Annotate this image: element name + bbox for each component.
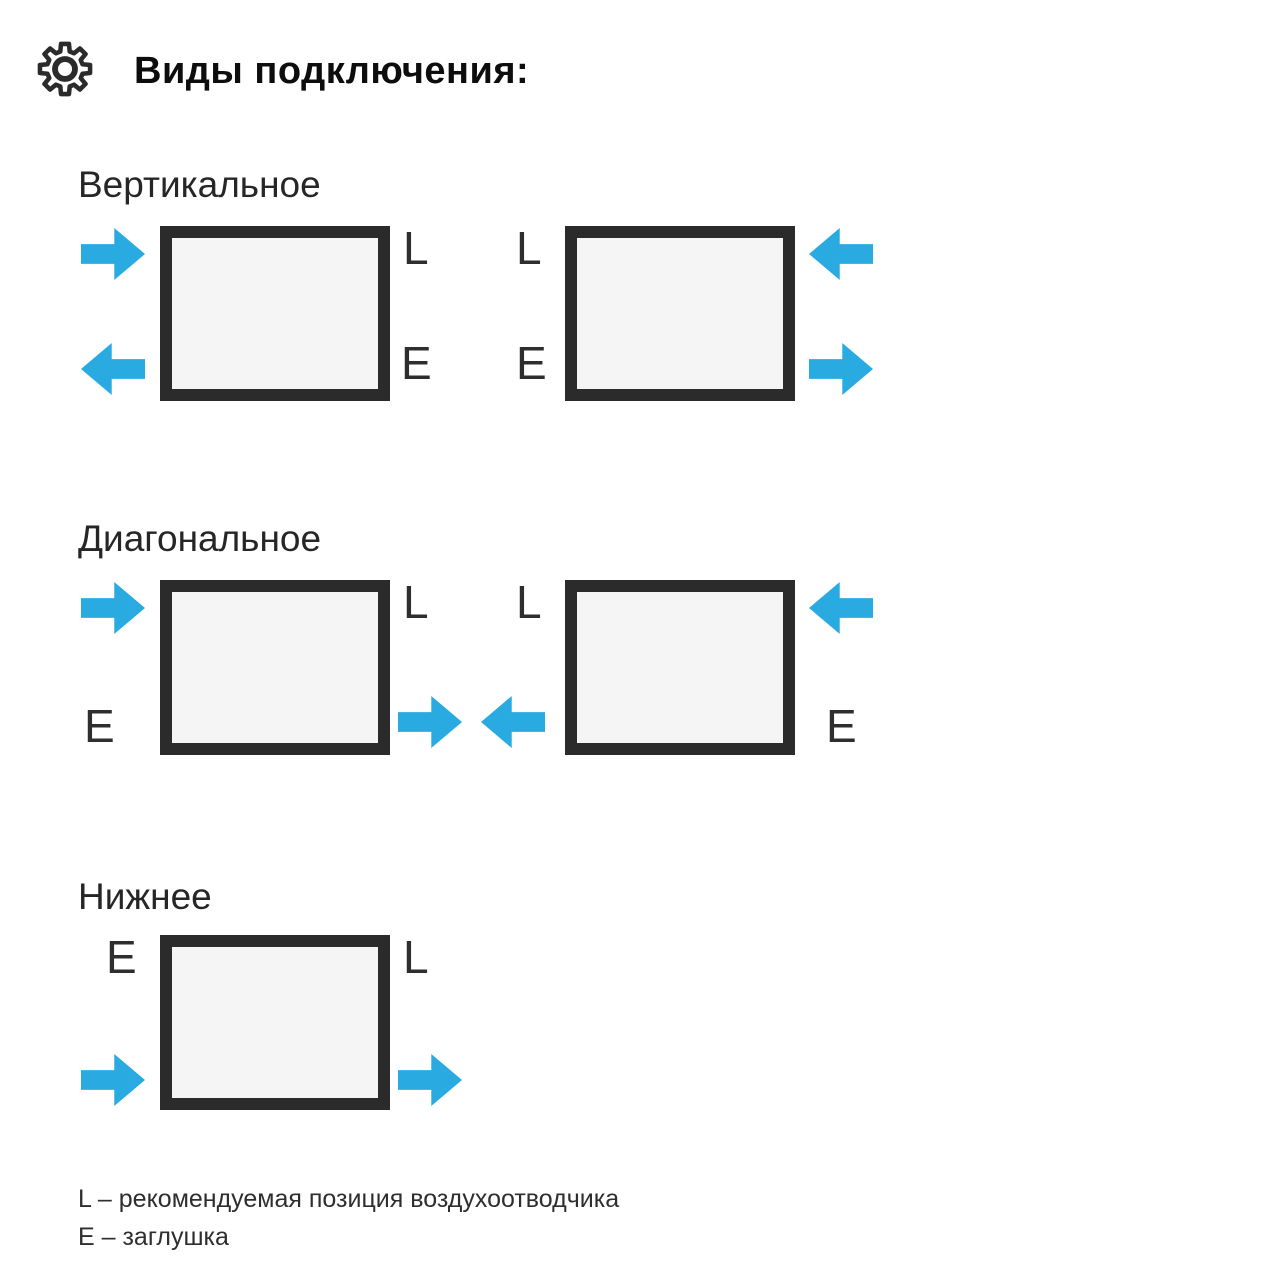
flow-arrow-inlet-icon bbox=[809, 582, 873, 634]
radiator-body bbox=[160, 580, 390, 755]
radiator-body bbox=[160, 226, 390, 401]
flow-arrow-inlet-icon bbox=[809, 228, 873, 280]
radiator-body bbox=[565, 226, 795, 401]
flow-arrow-outlet-icon bbox=[81, 343, 145, 395]
port-label-e: E bbox=[401, 337, 432, 389]
port-label-l: L bbox=[403, 222, 429, 274]
page-title: Виды подключения: bbox=[134, 50, 530, 92]
port-label-e: E bbox=[826, 700, 857, 752]
gear-icon bbox=[36, 40, 94, 98]
port-label-e: E bbox=[516, 337, 547, 389]
radiator-body bbox=[160, 935, 390, 1110]
flow-arrow-outlet-icon bbox=[481, 696, 545, 748]
port-label-e: E bbox=[106, 931, 137, 983]
port-label-l: L bbox=[516, 576, 542, 628]
radiator-body bbox=[565, 580, 795, 755]
port-label-l: L bbox=[403, 931, 429, 983]
port-label-e: E bbox=[84, 700, 115, 752]
section-title-diagonal: Диагональное bbox=[78, 518, 322, 559]
port-label-l: L bbox=[516, 222, 542, 274]
flow-arrow-inlet-icon bbox=[81, 582, 145, 634]
port-label-l: L bbox=[403, 576, 429, 628]
flow-arrow-outlet-icon bbox=[398, 1054, 462, 1106]
section-title-vertical: Вертикальное bbox=[78, 164, 321, 205]
flow-arrow-outlet-icon bbox=[398, 696, 462, 748]
flow-arrow-outlet-icon bbox=[809, 343, 873, 395]
flow-arrow-inlet-icon bbox=[81, 228, 145, 280]
legend bbox=[78, 1180, 619, 1256]
legend-line-e: E – заглушка bbox=[78, 1223, 229, 1251]
section-title-bottom: Нижнее bbox=[78, 876, 212, 917]
legend-line-l: L – рекомендуемая позиция воздухоотводчика bbox=[78, 1185, 620, 1213]
flow-arrow-inlet-icon bbox=[81, 1054, 145, 1106]
